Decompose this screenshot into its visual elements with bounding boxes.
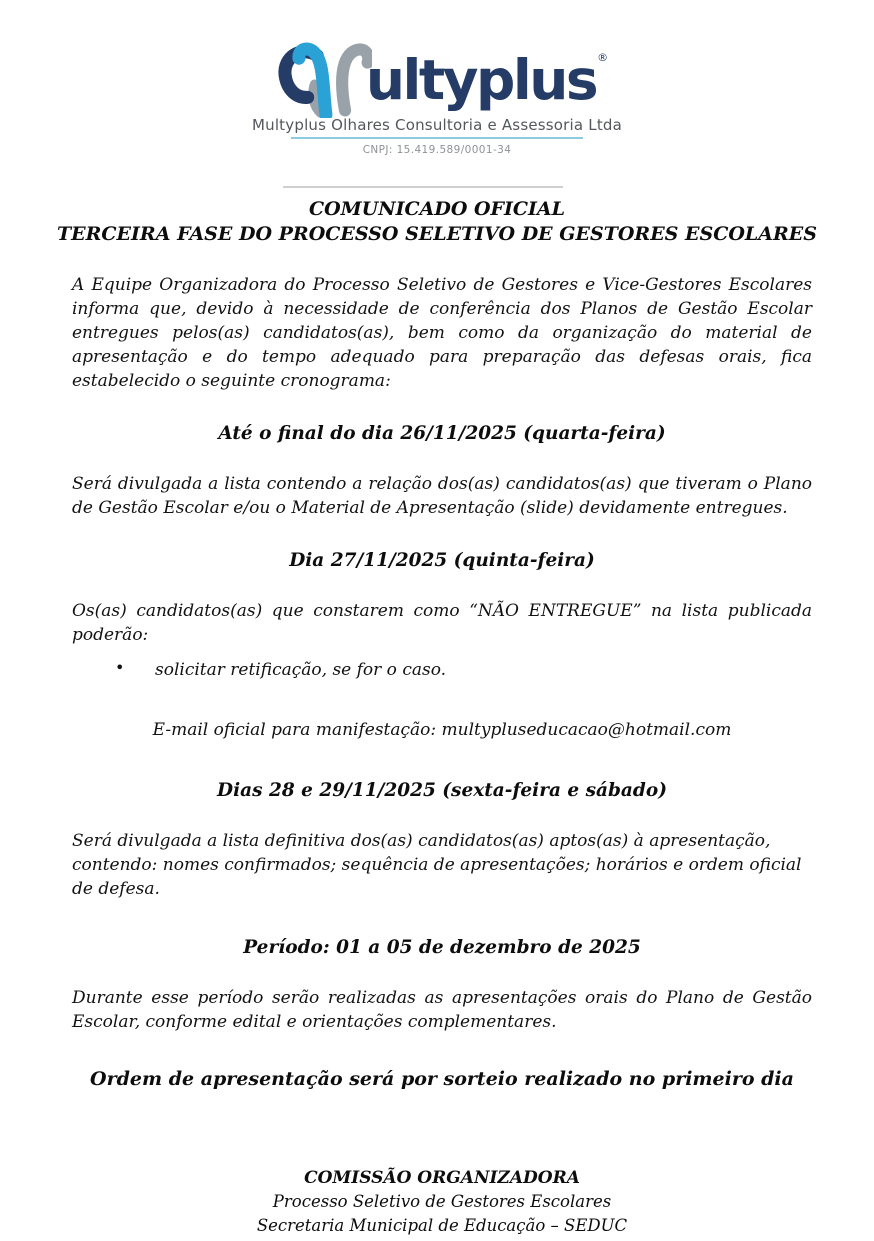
logo-wordmark-text: ultyplus <box>365 48 597 112</box>
company-name: Multyplus Olhares Consultoria e Assessoria Ltda <box>251 116 623 134</box>
document-title-line2: TERCEIRA FASE DO PROCESSO SELETIVO DE GESTORES ESCOLARES <box>57 223 817 245</box>
document-title-line1: COMUNICADO OFICIAL <box>308 198 566 220</box>
section-paragraph-27-11: Os(as) candidatos(as) que constarem como “NÃO ENTREGUE” na lista publicada poderão: <box>72 601 812 645</box>
official-email-line: E-mail oficial para manifestação: multypluseducacao@hotmail.com <box>152 720 732 740</box>
intro-paragraph: A Equipe Organizadora do Processo Seletivo de Gestores e Vice-Gestores Escolares informa que, devido à necessidade de conferência dos Planos de Gestão Escolar entregues pelos(as) candidatos(as), bem como da organização do material de apresentação e do tempo adequado para preparação das defesas orais, fica estabelecido o seguinte cronograma: <box>72 275 812 391</box>
multyplus-logo <box>0 26 874 112</box>
section-heading-28-29-11: Dias 28 e 29/11/2025 (sexta-feira e sábado) <box>217 780 667 801</box>
logo-wordmark <box>365 48 609 112</box>
bullet-text: solicitar retificação, se for o caso. <box>155 660 447 680</box>
section-heading-26-11: Até o final do dia 26/11/2025 (quarta-feira) <box>218 423 666 444</box>
registered-trademark-symbol: ® <box>597 51 609 64</box>
company-cnpj: CNPJ: 15.419.589/0001-34 <box>362 144 512 156</box>
signature-secretariat: Secretaria Municipal de Educação – SEDUC <box>256 1216 628 1235</box>
bullet-marker: • <box>115 658 125 677</box>
letterhead <box>0 0 874 156</box>
section-paragraph-28-29-11: Será divulgada a lista definitiva dos(as) candidatos(as) aptos(as) à apresentação, contendo: nomes confirmados; sequência de apresentações; horários e ordem oficial de defesa. <box>72 831 802 899</box>
signature-block <box>72 1166 812 1238</box>
section-heading-27-11: Dia 27/11/2025 (quinta-feira) <box>289 550 595 571</box>
company-name-underline <box>291 137 583 139</box>
signature-process: Processo Seletivo de Gestores Escolares <box>272 1192 612 1211</box>
document-body <box>0 273 874 1238</box>
multyplus-logo-icon <box>272 28 372 118</box>
section-paragraph-26-11: Será divulgada a lista contendo a relação dos(as) candidatos(as) que tiveram o Plano de Gestão Escolar e/ou o Material de Apresentação (slide) devidamente entregues. <box>72 474 812 518</box>
section-heading-periodo: Período: 01 a 05 de dezembro de 2025 <box>243 937 641 958</box>
closing-statement: Ordem de apresentação será por sorteio realizado no primeiro dia <box>90 1068 794 1090</box>
signature-committee: COMISSÃO ORGANIZADORA <box>304 1168 580 1188</box>
section-paragraph-periodo: Durante esse período serão realizadas as apresentações orais do Plano de Gestão Escolar, conforme edital e orientações complementares. <box>72 988 812 1032</box>
bullet-item <box>72 658 812 682</box>
header-separator-line <box>283 186 563 188</box>
document-title <box>0 197 874 247</box>
